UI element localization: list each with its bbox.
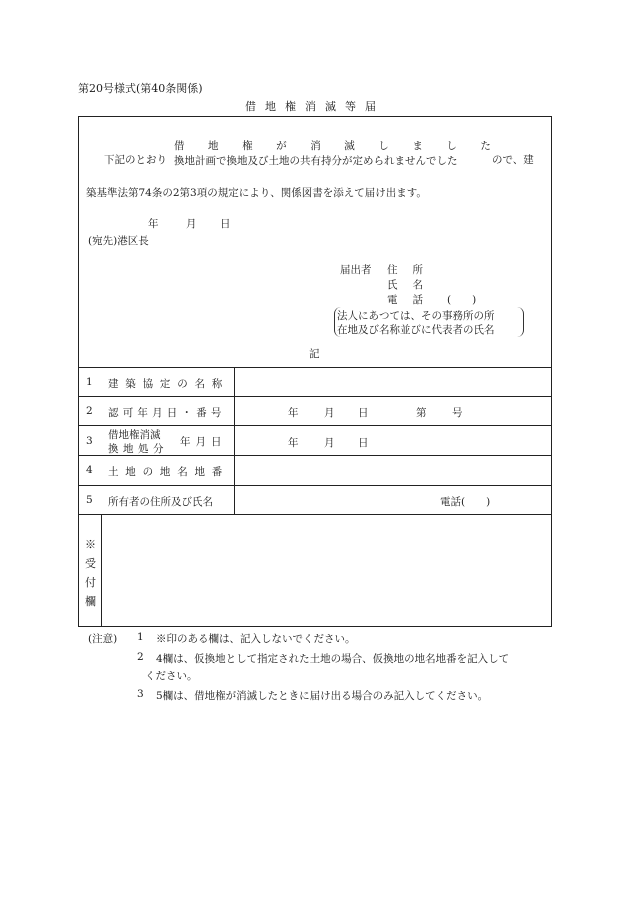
row-divider bbox=[78, 485, 552, 486]
row-1-number: 1 bbox=[86, 376, 93, 388]
phone-label: 電 話 bbox=[387, 294, 423, 306]
row-divider bbox=[78, 514, 552, 515]
row-5-label: 所有者の住所及び氏名 bbox=[108, 496, 213, 508]
row-3-number: 3 bbox=[86, 435, 93, 447]
notifier-label: 届出者 bbox=[340, 264, 372, 276]
phone-parens: ( ) bbox=[447, 294, 477, 306]
row-4-label: 土地の地名地番 bbox=[108, 466, 230, 478]
name-label: 氏 名 bbox=[387, 279, 423, 291]
intro-line-2: 築基準法第74条の2第3項の規定により、関係図書を添えて届け出ます。 bbox=[86, 187, 427, 199]
row-2-dai: 第 bbox=[416, 407, 427, 419]
notes-header: (注意) bbox=[88, 633, 118, 645]
form-number: 第20号様式(第40条関係) bbox=[78, 82, 203, 95]
reception-label: ※受付欄 bbox=[85, 538, 96, 608]
row-1-label: 建築協定の名称 bbox=[108, 378, 230, 390]
row-3-month: 月 bbox=[324, 437, 335, 449]
row-divider bbox=[78, 367, 552, 368]
intro-option-1: 借 地 権 が 消 滅 し ま し た bbox=[174, 140, 491, 152]
row-divider bbox=[78, 396, 552, 397]
row-2-number: 2 bbox=[86, 405, 93, 417]
address-label: 住 所 bbox=[387, 264, 423, 276]
intro-prefix: 下記のとおり bbox=[104, 154, 167, 166]
row-divider bbox=[78, 425, 552, 426]
row-3-label-line-2: 換地処分 bbox=[108, 443, 168, 455]
row-2-day: 日 bbox=[358, 407, 369, 419]
row-2-month: 月 bbox=[324, 407, 335, 419]
note-1-number: 1 bbox=[137, 631, 144, 643]
note-1-text: ※印のある欄は、記入しないでください。 bbox=[156, 633, 356, 645]
row-5-number: 5 bbox=[86, 494, 93, 506]
row-3-label-suffix: 年月日 bbox=[180, 436, 227, 448]
row-3-label-line-1: 借地権消滅 bbox=[108, 429, 161, 441]
row-2-year: 年 bbox=[288, 407, 299, 419]
corp-note-line-2: 在地及び名称並びに代表者の氏名 bbox=[337, 324, 495, 336]
column-divider bbox=[234, 367, 235, 514]
note-2-text-line-1: 4欄は、仮換地として指定された土地の場合、仮換地の地名地番を記入して bbox=[156, 653, 510, 665]
note-3-number: 3 bbox=[137, 688, 144, 700]
row-4-number: 4 bbox=[86, 464, 93, 476]
intro-option-2: 換地計画で換地及び土地の共有持分が定められませんでした bbox=[174, 155, 458, 167]
corp-note-line-1: 法人にあつては、その事務所の所 bbox=[337, 310, 495, 322]
ki-label: 記 bbox=[309, 348, 320, 360]
date-year-label: 年 bbox=[148, 218, 159, 230]
form-title: 借地権消滅等届 bbox=[245, 100, 385, 113]
row-2-go: 号 bbox=[452, 407, 463, 419]
date-day-label: 日 bbox=[220, 218, 231, 230]
date-month-label: 月 bbox=[186, 218, 197, 230]
note-2-text-line-2: ください。 bbox=[145, 670, 198, 682]
row-5-phone: 電話( ) bbox=[440, 496, 491, 508]
reception-divider bbox=[101, 514, 102, 627]
note-3-text: 5欄は、借地権が消滅したときに届け出る場合のみ記入してください。 bbox=[156, 690, 489, 702]
note-2-number: 2 bbox=[137, 651, 144, 663]
row-3-year: 年 bbox=[288, 437, 299, 449]
row-3-day: 日 bbox=[358, 437, 369, 449]
intro-suffix: ので、建 bbox=[492, 154, 534, 166]
row-2-label: 認可年月日・番号 bbox=[108, 407, 226, 419]
addressee: (宛先)港区長 bbox=[88, 235, 149, 247]
